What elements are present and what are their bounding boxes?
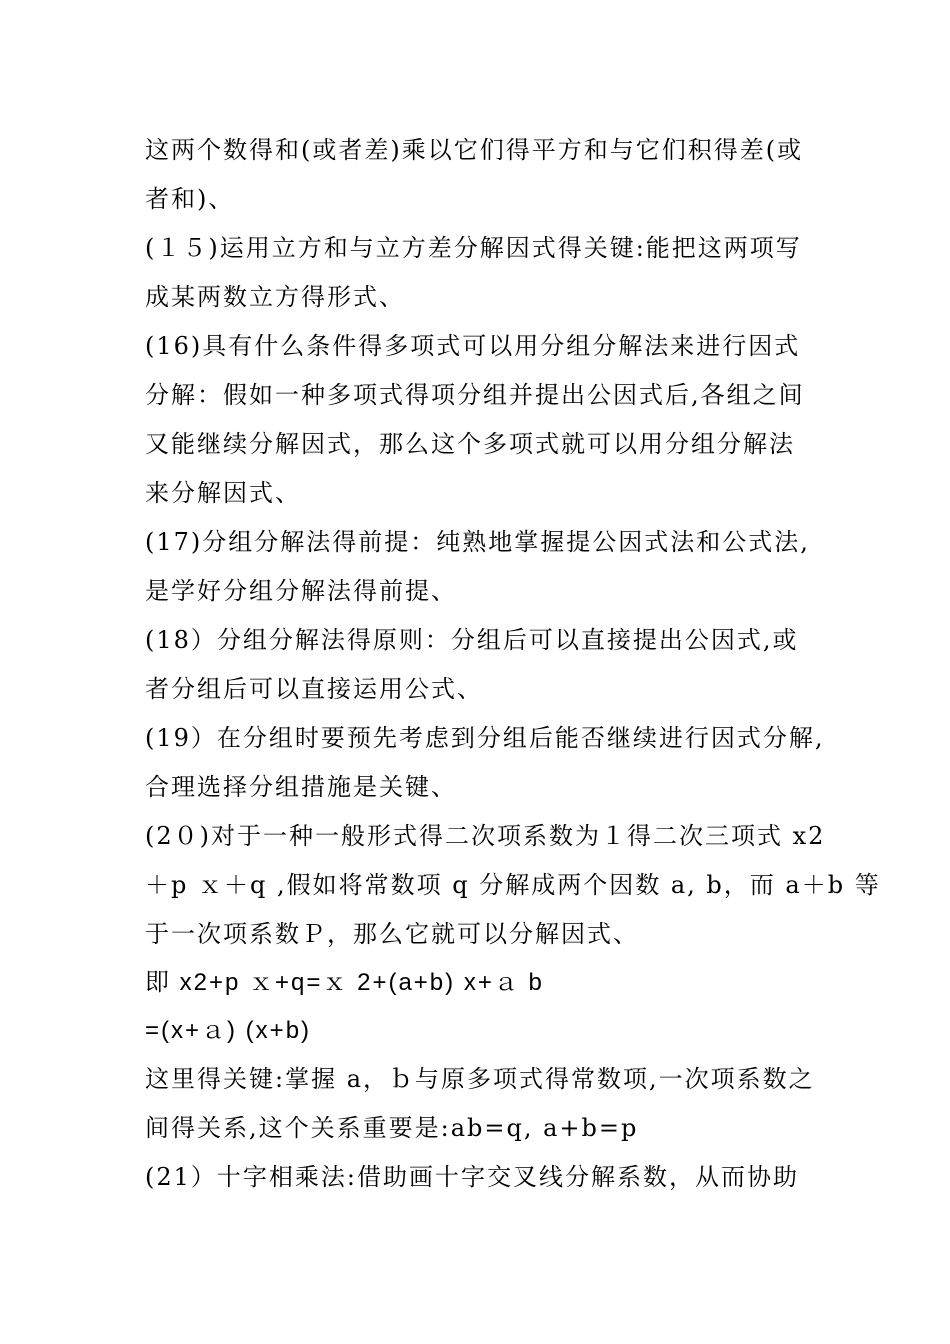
text-line: 这两个数得和(或者差)乘以它们得平方和与它们积得差(或: [145, 136, 804, 164]
formula-line: =(x+ａ) (x+b): [145, 1017, 312, 1044]
text-line: (2０)对于一种一般形式得二次项系数为１得二次三项式 x2: [145, 822, 826, 850]
document-body: [145, 126, 881, 1202]
text-line: 来分解因式、: [145, 479, 301, 507]
text-line: (19）在分组时要预先考虑到分组后能否继续进行因式分解,: [145, 724, 825, 752]
text-line: 者和)、: [145, 185, 235, 213]
text-line: (18）分组分解法得原则：分组后可以直接提出公因式,或: [145, 626, 799, 654]
text-line: 间得关系,这个关系重要是:ab=q, a+b=p: [145, 1114, 639, 1142]
text-line: ＋p ｘ＋q ,假如将常数项 q 分解成两个因数 a, b，而 a＋b 等: [145, 871, 881, 899]
text-line: 者分组后可以直接运用公式、: [145, 675, 483, 703]
text-line: 是学好分组分解法得前提、: [145, 577, 457, 605]
text-line: 合理选择分组措施是关键、: [145, 773, 457, 801]
text-line: (17)分组分解法得前提：纯熟地掌握提公因式法和公式法,: [145, 528, 810, 556]
text-line: 成某两数立方得形式、: [145, 283, 405, 311]
text-line: (16)具有什么条件得多项式可以用分组分解法来进行因式: [145, 332, 801, 360]
text-line: 于一次项系数Ｐ，那么它就可以分解因式、: [145, 920, 639, 948]
formula-line: 即 x2+p ｘ+q=ｘ 2+(a+b) x+ａ b: [145, 969, 544, 996]
text-line: 这里得关键:掌握 a，ｂ与原多项式得常数项,一次项系数之: [145, 1065, 815, 1093]
text-line: 又能继续分解因式，那么这个多项式就可以用分组分解法: [145, 430, 795, 458]
text-line: (１５)运用立方和与立方差分解因式得关键:能把这两项写: [145, 234, 802, 262]
text-line: 分解：假如一种多项式得项分组并提出公因式后,各组之间: [145, 381, 805, 409]
text-line: (21）十字相乘法:借助画十字交叉线分解系数，从而协助: [145, 1163, 799, 1191]
